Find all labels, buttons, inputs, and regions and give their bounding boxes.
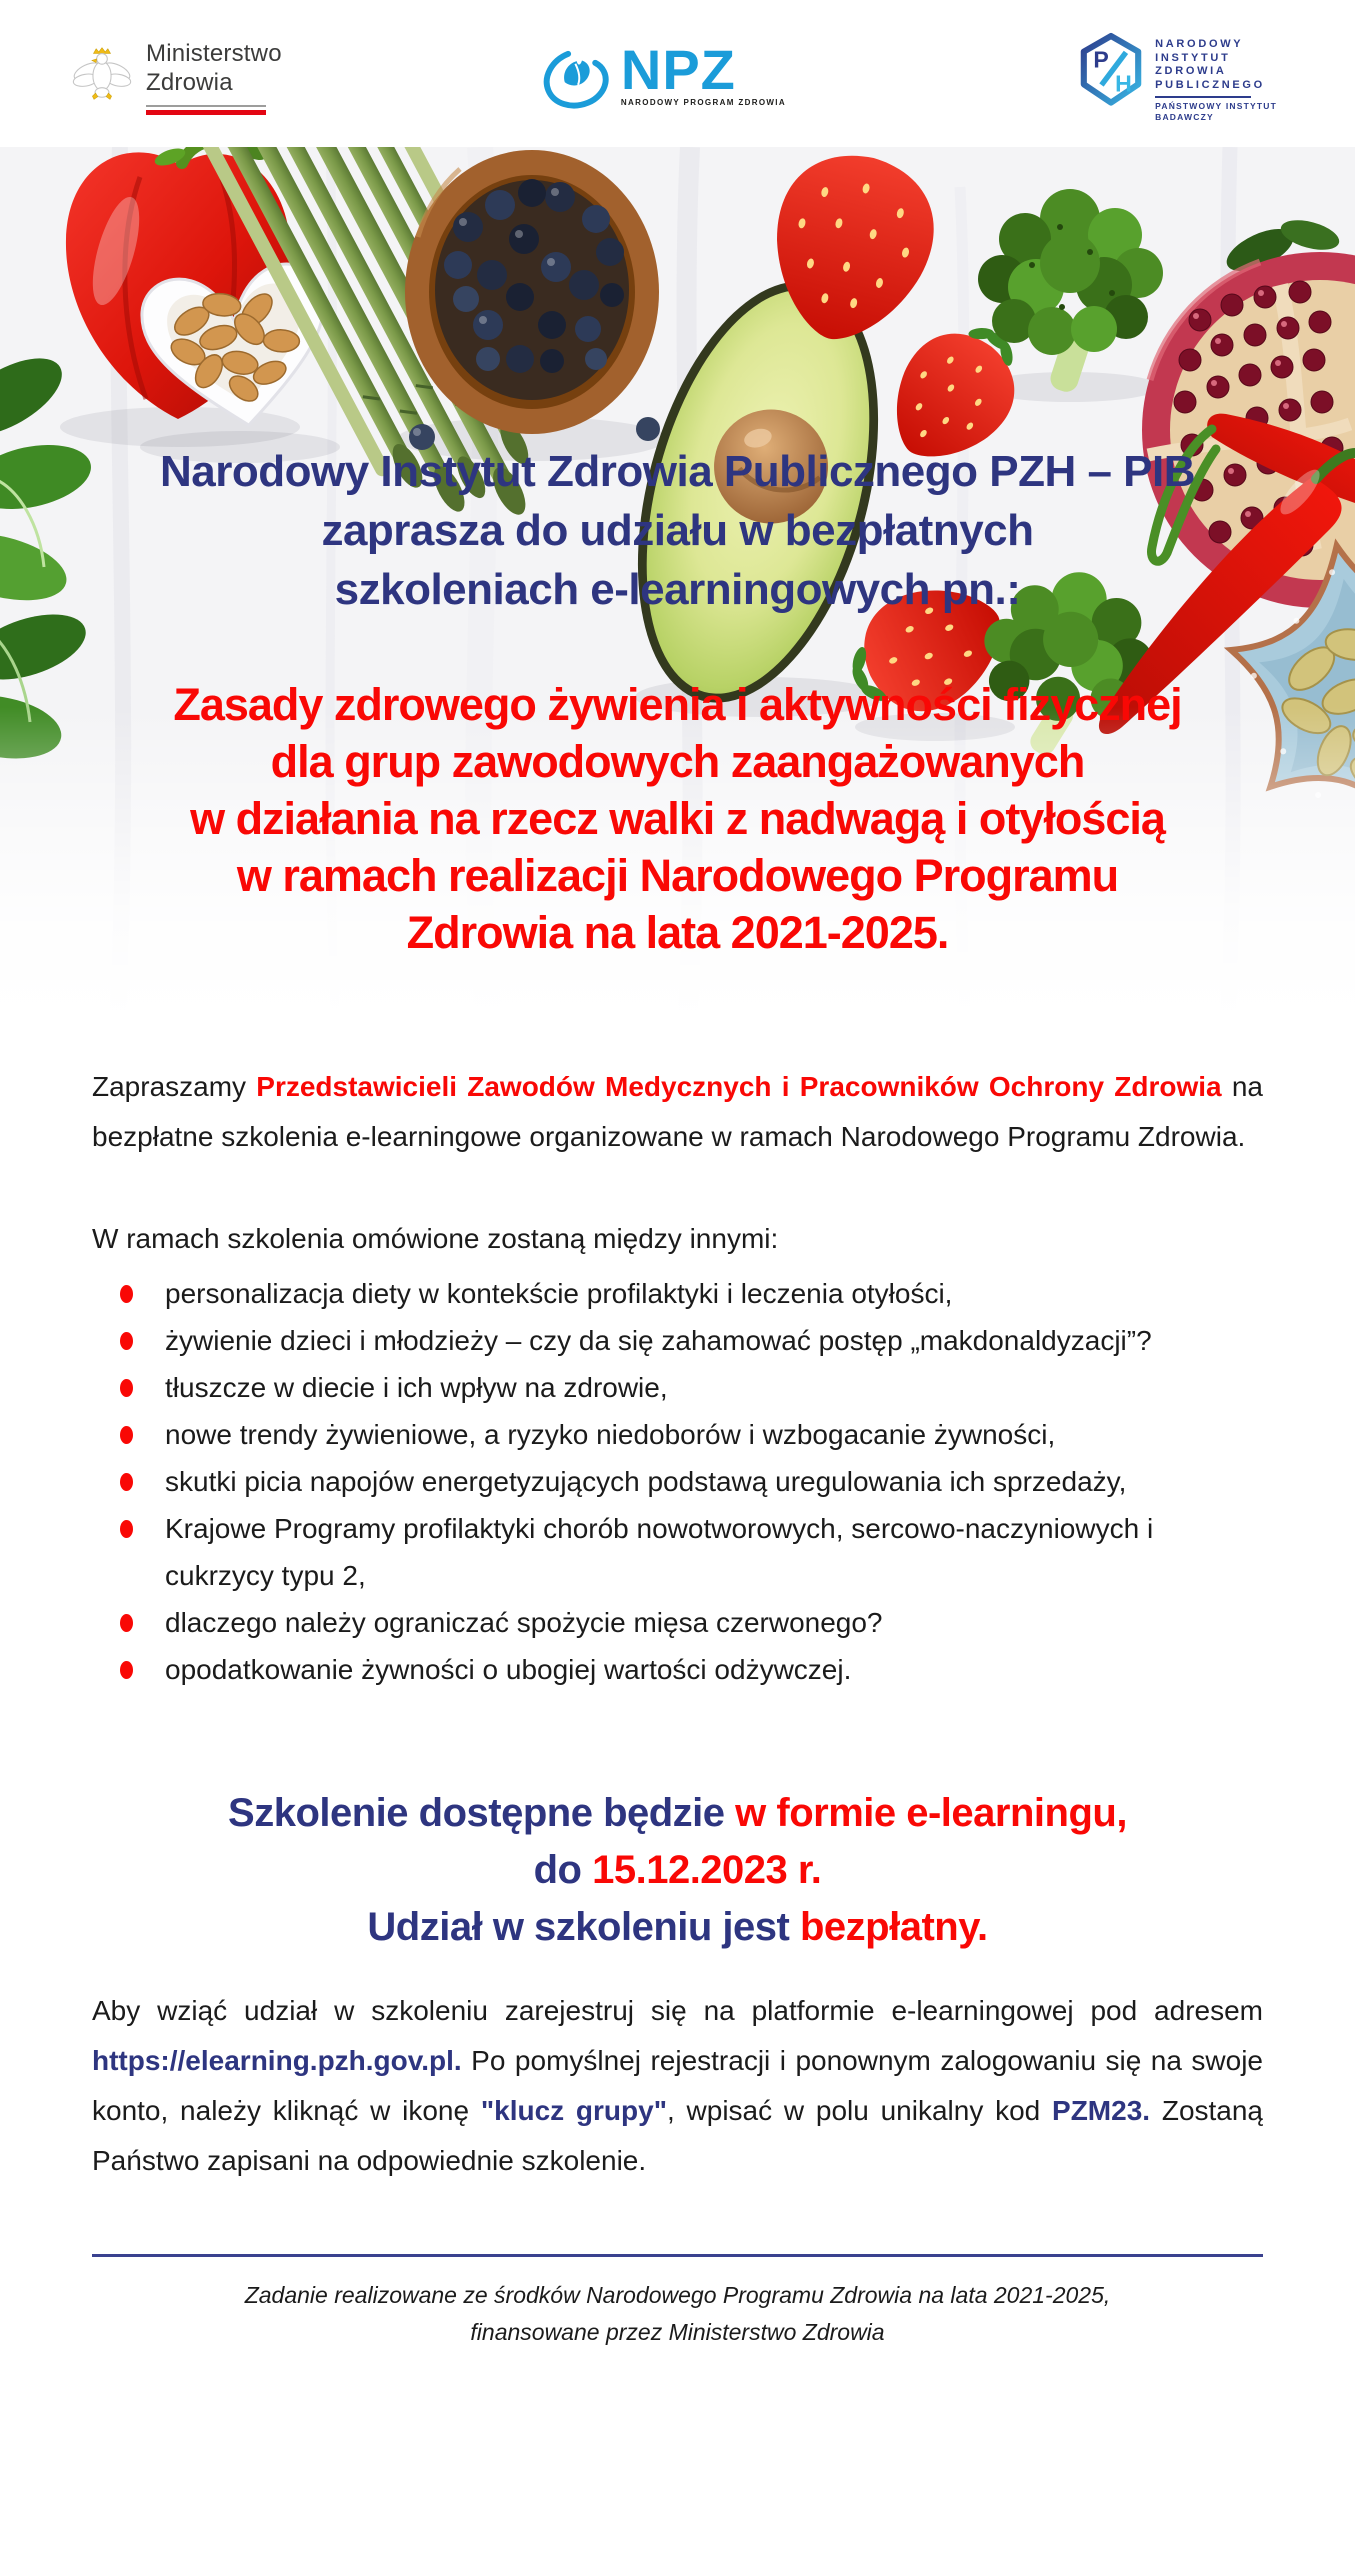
topic-bullet-item: personalizacja diety w kontekście profilaktyki i leczenia otyłości, (120, 1270, 1205, 1317)
text-segment: Aby wziąć udział w szkoleniu zarejestruj się na platformie e-learningowej pod adresem (92, 1995, 1263, 2026)
footer-note-line2: finansowane przez Ministerstwo Zdrowia (470, 2319, 885, 2345)
footer-divider (92, 2254, 1263, 2257)
logo-header (0, 0, 1355, 147)
intro-heading (0, 442, 1355, 619)
text-segment: PZM23. (1052, 2095, 1151, 2126)
intro-heading-line2: zaprasza do udziału w bezpłatnych (321, 506, 1034, 555)
mz-logo-line2: Zdrowia (146, 68, 233, 96)
npz-logo (543, 38, 787, 110)
pzh-hexagon-icon (1077, 30, 1145, 110)
intro-heading-line1: Narodowy Instytut Zdrowia Publicznego PZH – PIB (159, 447, 1196, 496)
topic-bullet-item: nowe trendy żywieniowe, a ryzyko niedoborów i wzbogacanie żywności, (120, 1411, 1205, 1458)
ministry-of-health-logo (70, 39, 282, 115)
topic-bullet-item: Krajowe Programy profilaktyki chorób nowotworowych, sercowo-naczyniowych i cukrzycy typu 2, (120, 1505, 1205, 1599)
banner-text (0, 442, 1355, 961)
title-heading-line4: w ramach realizacji Narodowego Programu (236, 850, 1119, 901)
title-heading-line2: dla grup zawodowych zaangażowanych (270, 736, 1085, 787)
svg-text:P: P (1093, 46, 1109, 73)
topic-bullet-item: dlaczego należy ograniczać spożycie mięsa czerwonego? (120, 1599, 1205, 1646)
topic-bullet-item: opodatkowanie żywności o ubogiej wartości odżywczej. (120, 1646, 1205, 1693)
text-segment: Po pomyślnej rejestracji i ponownym zalogowaniu się na swoje konto, należy kliknąć w ikonę (92, 2045, 1263, 2126)
pzh-title-line3: ZDROWIA (1155, 65, 1227, 77)
pzh-title-line1: NARODOWY (1155, 38, 1244, 50)
text-segment: , wpisać w polu unikalny kod (666, 2095, 1053, 2126)
mz-logo-flag-lines (146, 105, 266, 115)
text-segment: bezpłatny. (799, 1905, 988, 1949)
npz-swoosh-icon (543, 44, 613, 110)
pzh-logo (1077, 30, 1277, 123)
topic-bullet-item: tłuszcze w diecie i ich wpływ na zdrowie, (120, 1364, 1205, 1411)
polish-eagle-icon (70, 42, 134, 112)
svg-text:H: H (1115, 70, 1132, 97)
text-segment: Szkolenie dostępne będzie (228, 1791, 736, 1835)
text-segment: 15.12.2023 r. (592, 1848, 822, 1892)
npz-acronym: NPZ (620, 38, 736, 101)
footer-note-line1: Zadanie realizowane ze środków Narodowego Programu Zdrowia na lata 2021-2025, (244, 2282, 1111, 2308)
text-segment: Przedstawicieli Zawodów Medycznych i Pracowników Ochrony Zdrowia (256, 1071, 1222, 1102)
flyer-footer (0, 2254, 1355, 2351)
availability-line1 (92, 1785, 1263, 1842)
text-segment: do (533, 1848, 593, 1892)
topics-intro: W ramach szkolenia omówione zostaną między innymi: (92, 1223, 779, 1254)
pzh-logo-divider (1155, 96, 1251, 98)
pzh-subtitle-line1: PAŃSTWOWY INSTYTUT (1155, 101, 1277, 111)
pzh-title-line2: INSTYTUT (1155, 51, 1231, 64)
text-segment: Zostaną Państwo zapisani na odpowiednie szkolenie. (92, 2095, 1264, 2176)
topic-bullet-item: skutki picia napojów energetyzujących podstawą uregulowania ich sprzedaży, (120, 1458, 1205, 1505)
availability-line2 (92, 1842, 1263, 1899)
availability-heading (92, 1785, 1263, 1956)
mz-logo-line1: Ministerstwo (146, 39, 282, 67)
text-segment: na bezpłatne szkolenia e-learningowe organizowane w ramach Narodowego Programu Zdrowia. (92, 1071, 1263, 1152)
flyer-body (0, 1062, 1355, 2186)
pzh-title-line4: PUBLICZNEGO (1155, 78, 1265, 91)
text-segment: Zapraszamy (92, 1071, 257, 1102)
registration-paragraph (92, 1986, 1263, 2186)
topic-bullet-item: żywienie dzieci i młodzieży – czy da się zahamować postęp „makdonaldyzacji”? (120, 1317, 1205, 1364)
text-segment: Udział w szkoleniu jest (367, 1905, 800, 1949)
hero-banner (0, 147, 1355, 1020)
title-heading-line3: w działania na rzecz walki z nadwagą i otyłością (190, 793, 1165, 844)
topics-list (92, 1270, 1263, 1693)
title-heading-line1: Zasady zdrowego żywienia i aktywności fizycznej (173, 679, 1182, 730)
invitation-paragraph (92, 1062, 1263, 1162)
course-title-heading (0, 676, 1355, 961)
text-segment: "klucz grupy" (480, 2095, 667, 2126)
text-segment: w formie e-learningu, (735, 1791, 1127, 1835)
npz-subtitle: NARODOWY PROGRAM ZDROWIA (620, 98, 787, 107)
intro-heading-line3: szkoleniach e-learningowych pn.: (334, 565, 1021, 614)
pzh-subtitle-line2: BADAWCZY (1155, 112, 1214, 122)
availability-line3 (92, 1899, 1263, 1956)
elearning-url-link[interactable]: https://elearning.pzh.gov.pl. (92, 2045, 462, 2076)
blueberries-wooden-bowl (405, 150, 660, 450)
title-heading-line5: Zdrowia na lata 2021-2025. (406, 907, 949, 958)
footer-note (0, 2277, 1355, 2351)
